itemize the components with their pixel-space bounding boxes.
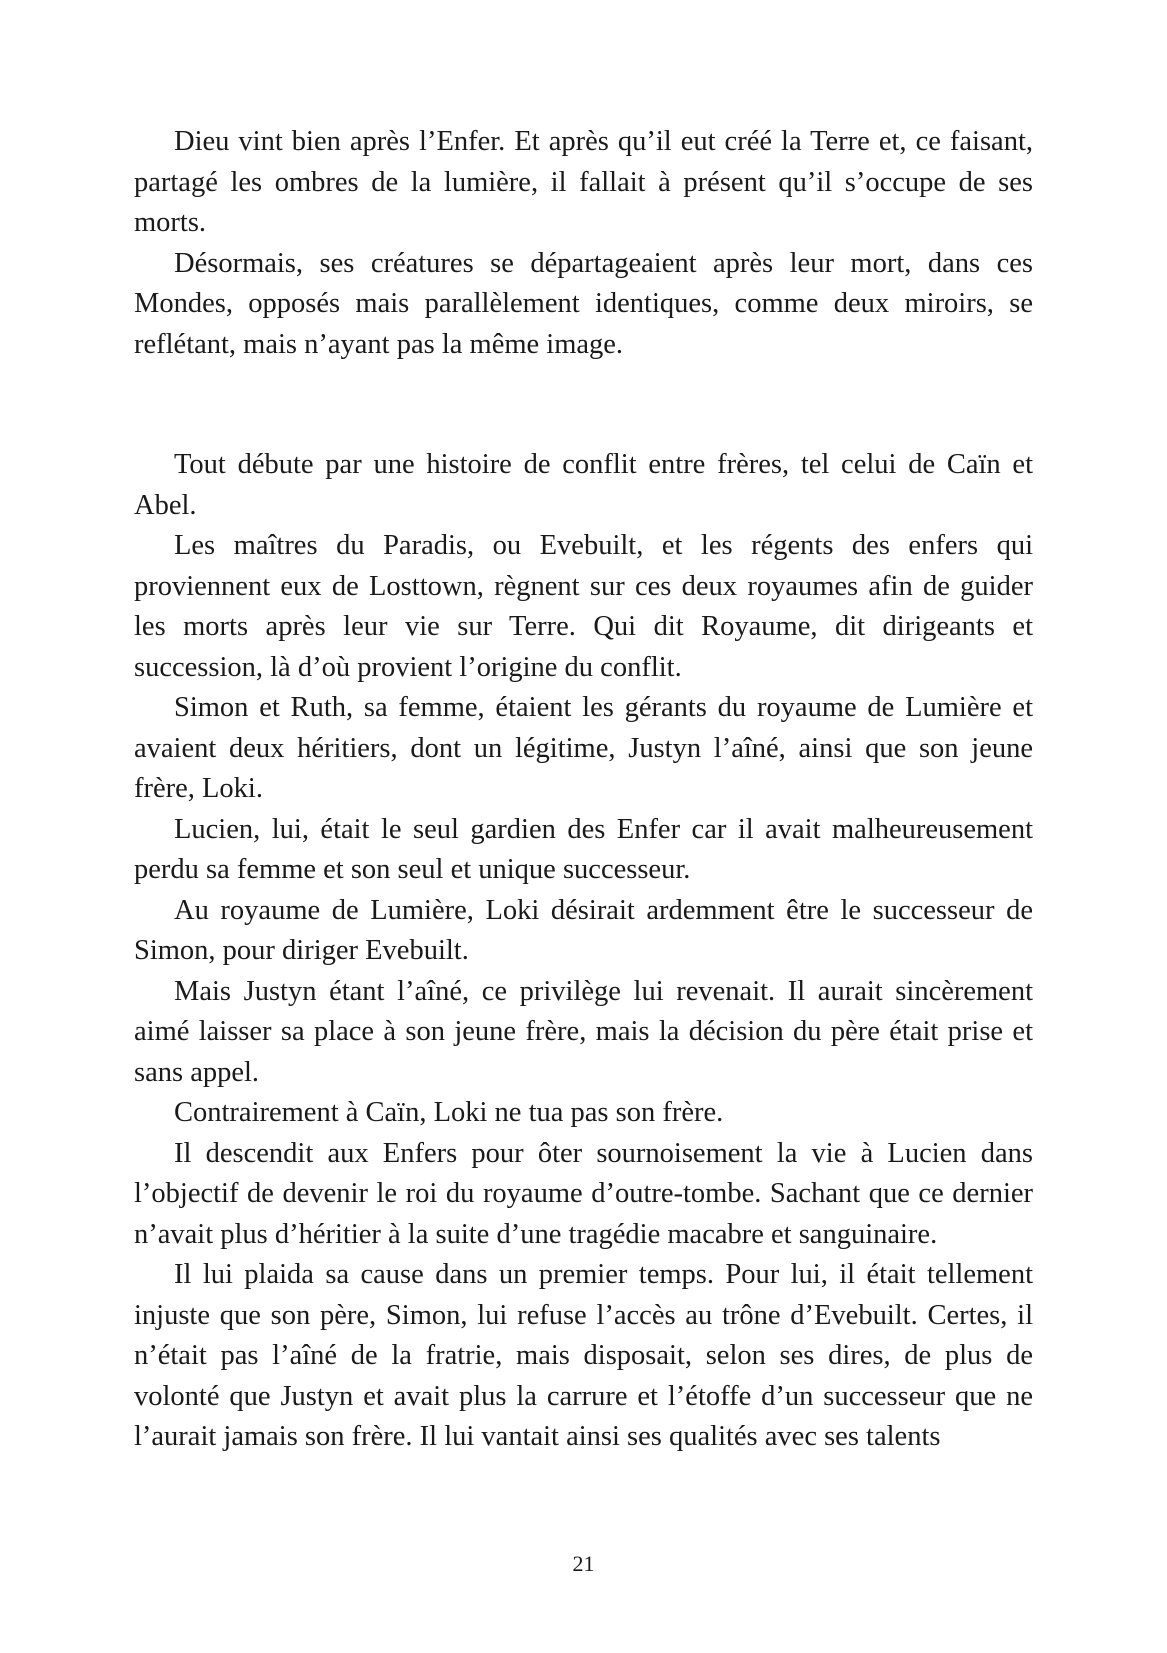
paragraph: Lucien, lui, était le seul gardien des Enfer car il avait malheureusement perdu sa femme et son seul et unique successeur. (134, 813, 1033, 885)
paragraph: Il lui plaida sa cause dans un premier temps. Pour lui, il était tellement injuste que son père, Simon, lui refuse l’accès au trône d’Evebuilt. Certes, il n’était pas l’aîné de la fratrie, mais disposait, selon ses dires, de plus de volonté que Justyn et avait plus la carrure et l’étoffe d’un successeur que ne l’aurait jamais son frère. Il lui vantait ainsi ses qualités avec ses talents (134, 1259, 1033, 1452)
paragraph: Tout débute par une histoire de conflit entre frères, tel celui de Caïn et Abel. (134, 449, 1033, 521)
paragraph: Dieu vint bien après l’Enfer. Et après qu’il eut créé la Terre et, ce faisant, partagé les ombres de la lumière, il fallait à présent qu’il s’occupe de ses morts. (134, 126, 1033, 238)
paragraph: Désormais, ses créatures se départageaient après leur mort, dans ces Mondes, opposés mais parallèlement identiques, comme deux miroirs, se reflétant, mais n’ayant pas la même image. (134, 247, 1033, 360)
paragraph: Il descendit aux Enfers pour ôter sournoisement la vie à Lucien dans l’objectif de devenir le roi du royaume d’outre-tombe. Sachant que ce dernier n’avait plus d’héritier à la suite d’une tragédie macabre et sanguinaire. (134, 1137, 1033, 1250)
paragraph: Les maîtres du Paradis, ou Evebuilt, et les régents des enfers qui proviennent eux de Losttown, règnent sur ces deux royaumes afin de guider les morts après leur vie sur Terre. Qui dit Royaume, dit dirigeants et succession, là d’où provient l’origine du conflit. (134, 530, 1033, 683)
paragraph: Au royaume de Lumière, Loki désirait ardemment être le successeur de Simon, pour diriger Evebuilt. (134, 894, 1033, 966)
section-intro (134, 122, 1033, 365)
page-number: 21 (572, 1551, 595, 1576)
paragraph: Contrairement à Caïn, Loki ne tua pas son frère. (174, 1097, 724, 1128)
section-story (134, 445, 1033, 1458)
paragraph: Mais Justyn étant l’aîné, ce privilège lui revenait. Il aurait sincèrement aimé laisser sa place à son jeune frère, mais la décision du père était prise et sans appel. (134, 975, 1033, 1088)
paragraph: Simon et Ruth, sa femme, étaient les gérants du royaume de Lumière et avaient deux héritiers, dont un légitime, Justyn l’aîné, ainsi que son jeune frère, Loki. (134, 692, 1033, 804)
